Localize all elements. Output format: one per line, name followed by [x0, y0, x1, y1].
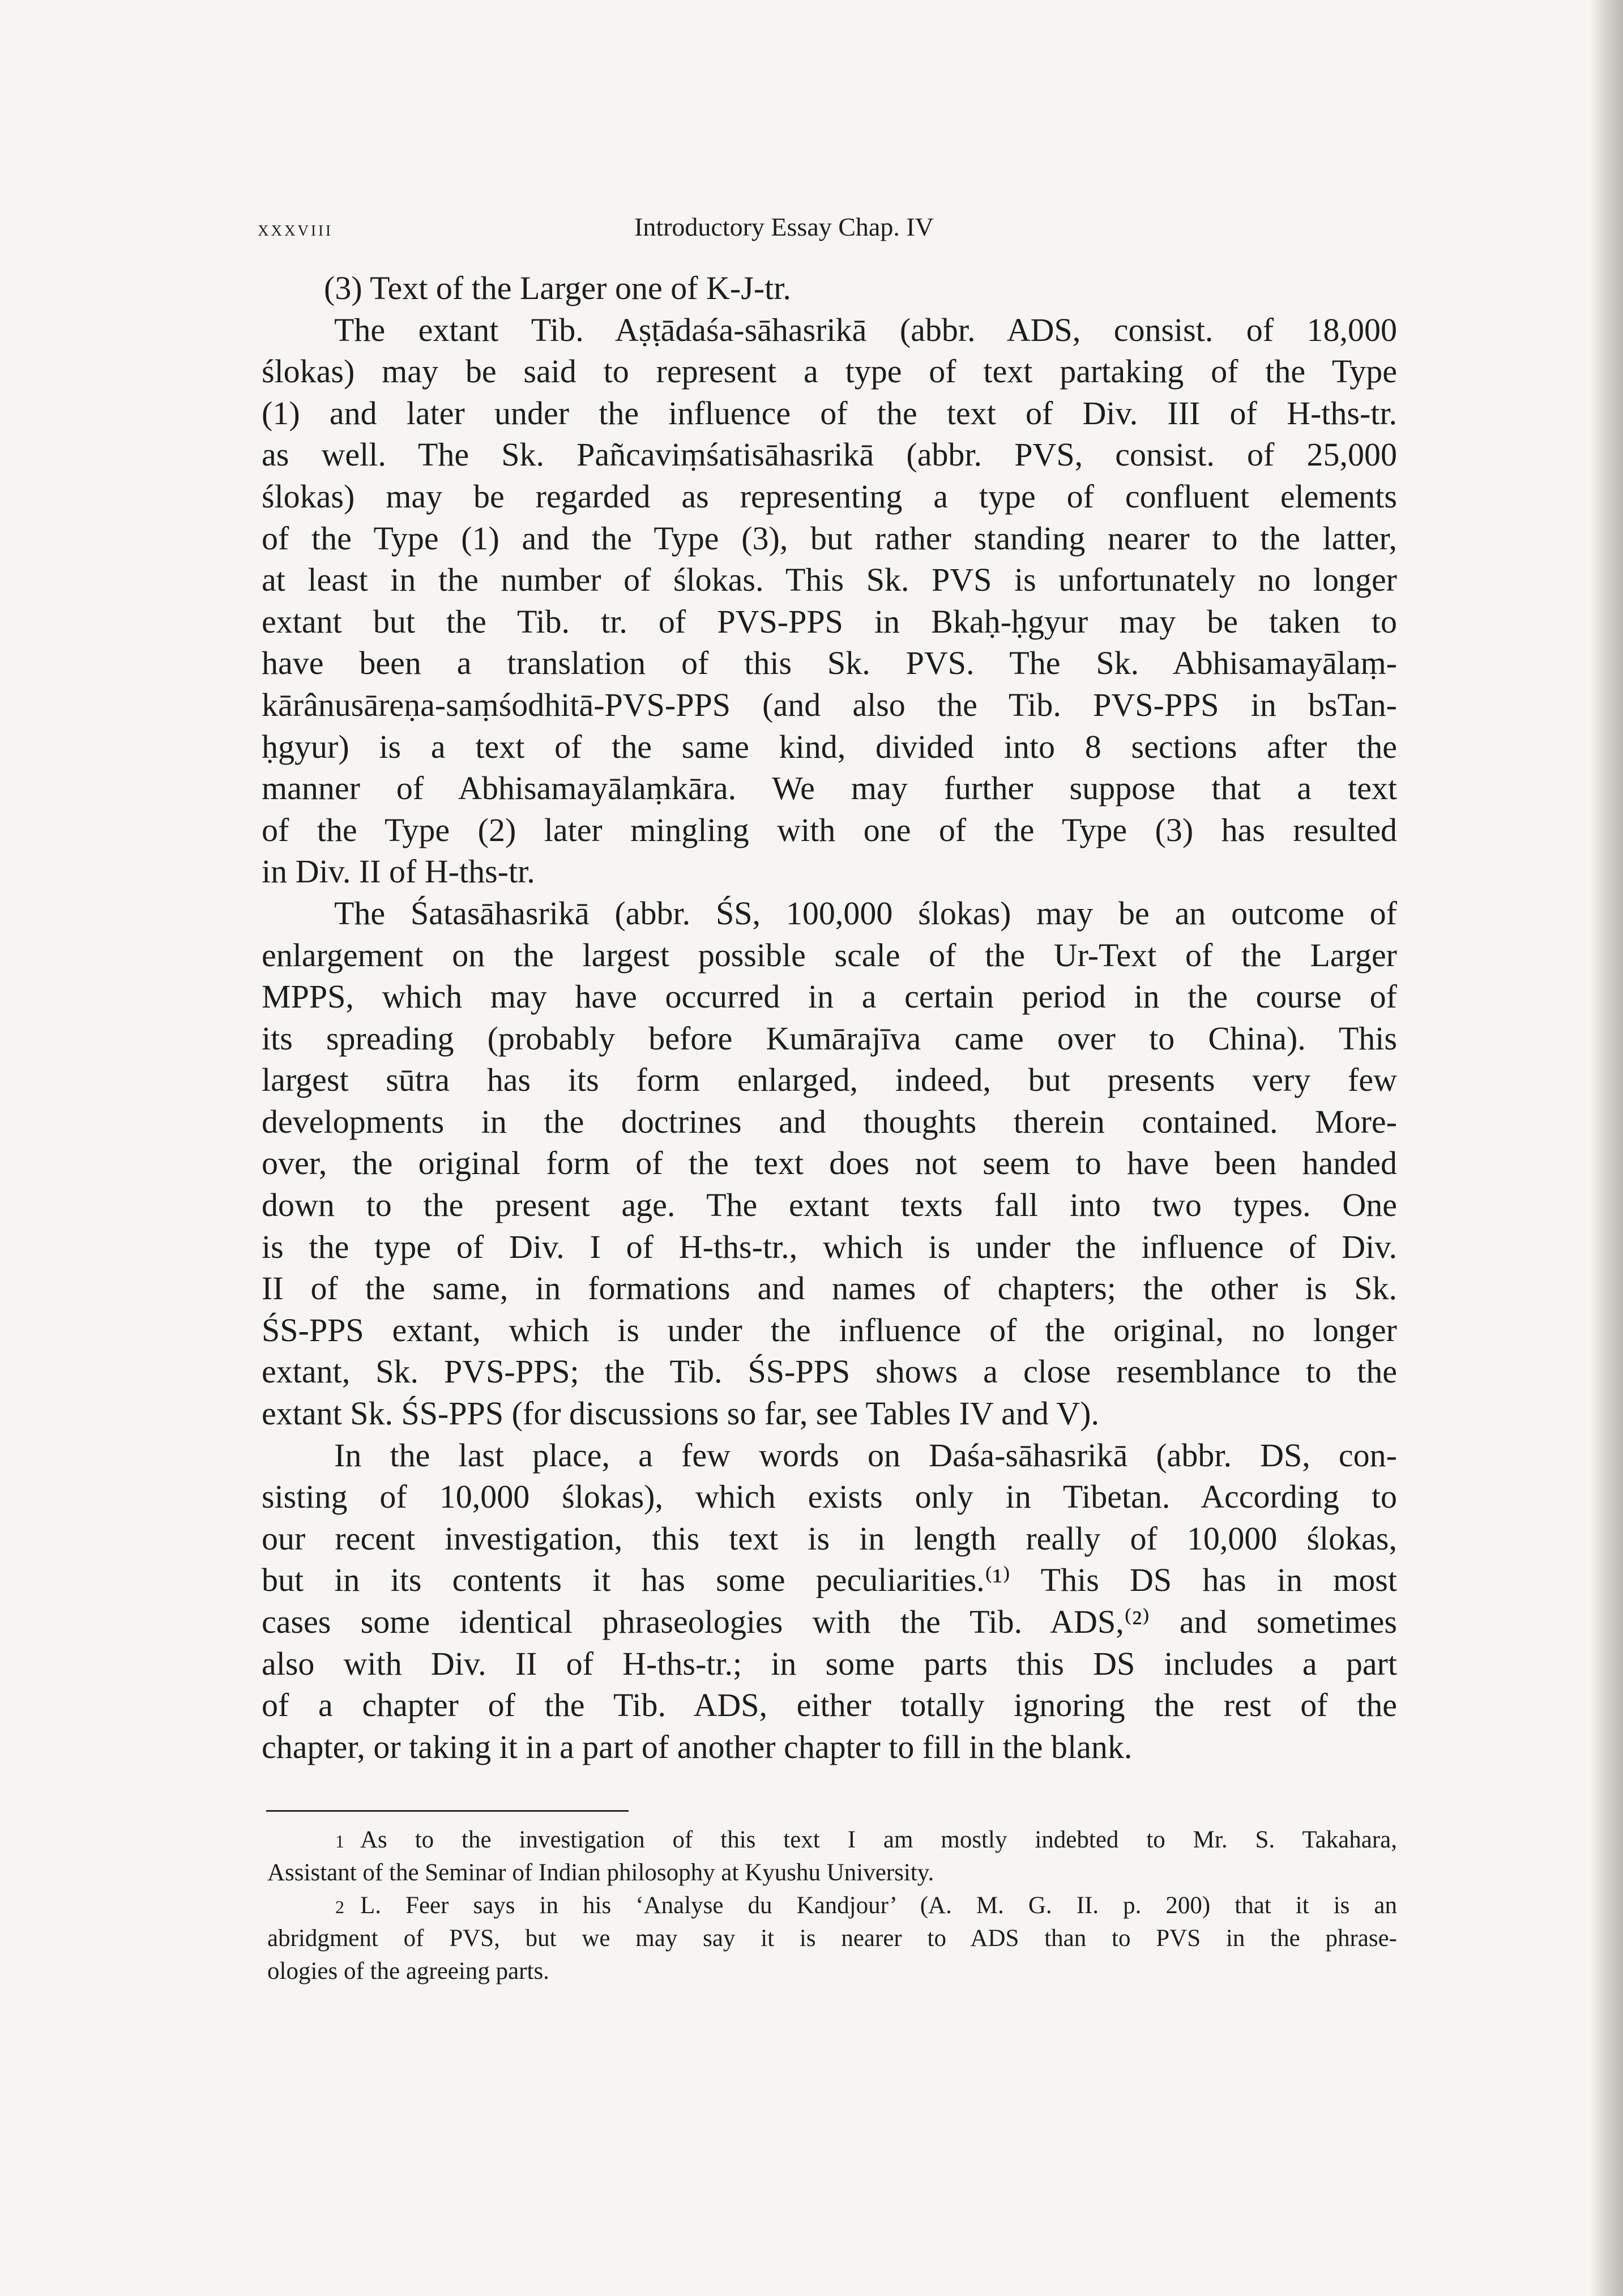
footnote	[267, 1824, 1397, 1889]
footnote-number: 1	[335, 1831, 344, 1851]
text-line: its spreading (probably before Kumārajīva came over to China). This	[262, 1019, 1397, 1057]
footnote-text: ologies of the agreeing parts.	[267, 1958, 549, 1985]
footnotes	[267, 1824, 1397, 1988]
paragraphs	[262, 309, 1397, 1768]
text-line: cases some identical phraseologies with the Tib. ADS,⁽²⁾ and sometimes	[262, 1603, 1397, 1640]
text-line: ślokas) may be regarded as representing a type of confluent elements	[262, 477, 1397, 515]
text-line: down to the present age. The extant texts fall into two types. One	[262, 1187, 1397, 1224]
paragraph	[262, 309, 1397, 893]
text-line: of the Type (2) later mingling with one of the Type (3) has resulted	[262, 811, 1397, 848]
text-line: but in its contents it has some peculiarities.⁽¹⁾ This DS has in most	[262, 1561, 1397, 1599]
text-line: enlargement on the largest possible scale of the Ur-Text of the Larger	[262, 936, 1397, 974]
footnote-text: L. Feer says in his ‘Analyse du Kandjour’ (A. M. G. II. p. 200) that it is an	[360, 1892, 1397, 1919]
text-line: The Śatasāhasrikā (abbr. ŚS, 100,000 ślokas) may be an outcome of	[334, 894, 1397, 932]
text-line: have been a translation of this Sk. PVS. The Sk. Abhisamayālaṃ-	[262, 645, 1397, 682]
footnote-line	[267, 1889, 1397, 1922]
text-line: In the last place, a few words on Daśa-sāhasrikā (abbr. DS, con-	[334, 1436, 1397, 1474]
footnote-text: As to the investigation of this text I am mostly indebted to Mr. S. Takahara,	[360, 1826, 1397, 1853]
text-line: kārânusāreṇa-saṃśodhitā-PVS-PPS (and also the Tib. PVS-PPS in bsTan-	[262, 686, 1397, 723]
text-line: chapter, or taking it in a part of another chapter to fill in the blank.	[262, 1728, 1133, 1765]
footnote-line	[267, 1955, 1397, 1988]
text-line: of the Type (1) and the Type (3), but rather standing nearer to the latter,	[262, 519, 1397, 557]
footnote-line	[267, 1922, 1397, 1955]
text-line: our recent investigation, this text is in length really of 10,000 ślokas,	[262, 1520, 1397, 1557]
text-line: ŚS-PPS extant, which is under the influence of the original, no longer	[262, 1311, 1397, 1348]
text-line: developments in the doctrines and thoughts therein contained. More-	[262, 1103, 1397, 1140]
text-line: manner of Abhisamayālaṃkāra. We may further suppose that a text	[262, 770, 1397, 807]
footnote-text: abridgment of PVS, but we may say it is nearer to ADS than to PVS in the phrase-	[267, 1925, 1397, 1952]
page-number: xxxviii	[258, 217, 333, 241]
text-line: extant Sk. ŚS-PPS (for discussions so far, see Tables IV and V).	[262, 1395, 1099, 1432]
text-line: in Div. II of H-ths-tr.	[262, 853, 535, 890]
text-line: also with Div. II of H-ths-tr.; in some parts this DS includes a part	[262, 1645, 1397, 1682]
text-line: MPPS, which may have occurred in a certain period in the course of	[262, 978, 1397, 1015]
text-line: The extant Tib. Aṣṭādaśa-sāhasrikā (abbr. ADS, consist. of 18,000	[334, 311, 1397, 348]
text-line: ḥgyur) is a text of the same kind, divided into 8 sections after the	[262, 728, 1397, 765]
footnote-line	[267, 1857, 1397, 1889]
text-line: II of the same, in formations and names of chapters; the other is Sk.	[262, 1270, 1397, 1307]
footnote-text: Assistant of the Seminar of Indian philosophy at Kyushu University.	[267, 1859, 934, 1886]
page-edge-shadow	[1590, 0, 1623, 2296]
paragraph	[262, 1435, 1397, 1768]
text-line: sisting of 10,000 ślokas), which exists only in Tibetan. According to	[262, 1478, 1397, 1516]
footnote	[267, 1889, 1397, 1988]
paragraph	[262, 893, 1397, 1435]
text-line: (1) and later under the influence of the text of Div. III of H-ths-tr.	[262, 394, 1397, 432]
text-line: as well. The Sk. Pañcaviṃśatisāhasrikā (abbr. PVS, consist. of 25,000	[262, 436, 1397, 473]
page-header	[258, 212, 1396, 250]
body-text	[262, 267, 1397, 1768]
footnote-line	[267, 1824, 1397, 1857]
running-head: Introductory Essay Chap. IV	[634, 212, 934, 241]
footnote-rule	[266, 1810, 629, 1812]
text-line: extant but the Tib. tr. of PVS-PPS in Bkaḥ-ḥgyur may be taken to	[262, 603, 1397, 640]
text-line: largest sūtra has its form enlarged, indeed, but presents very few	[262, 1061, 1397, 1099]
text-line: over, the original form of the text does not seem to have been handed	[262, 1145, 1397, 1182]
footnote-number: 2	[335, 1897, 344, 1917]
text-line: ślokas) may be said to represent a type of text partaking of the Type	[262, 353, 1397, 390]
text-line: at least in the number of ślokas. This Sk. PVS is unfortunately no longer	[262, 561, 1397, 599]
text-line: extant, Sk. PVS-PPS; the Tib. ŚS-PPS shows a close resemblance to the	[262, 1353, 1397, 1390]
text-line: of a chapter of the Tib. ADS, either totally ignoring the rest of the	[262, 1687, 1397, 1724]
text-line: is the type of Div. I of H-ths-tr., which is under the influence of Div.	[262, 1228, 1397, 1265]
section-heading: (3) Text of the Larger one of K-J-tr.	[324, 270, 791, 306]
